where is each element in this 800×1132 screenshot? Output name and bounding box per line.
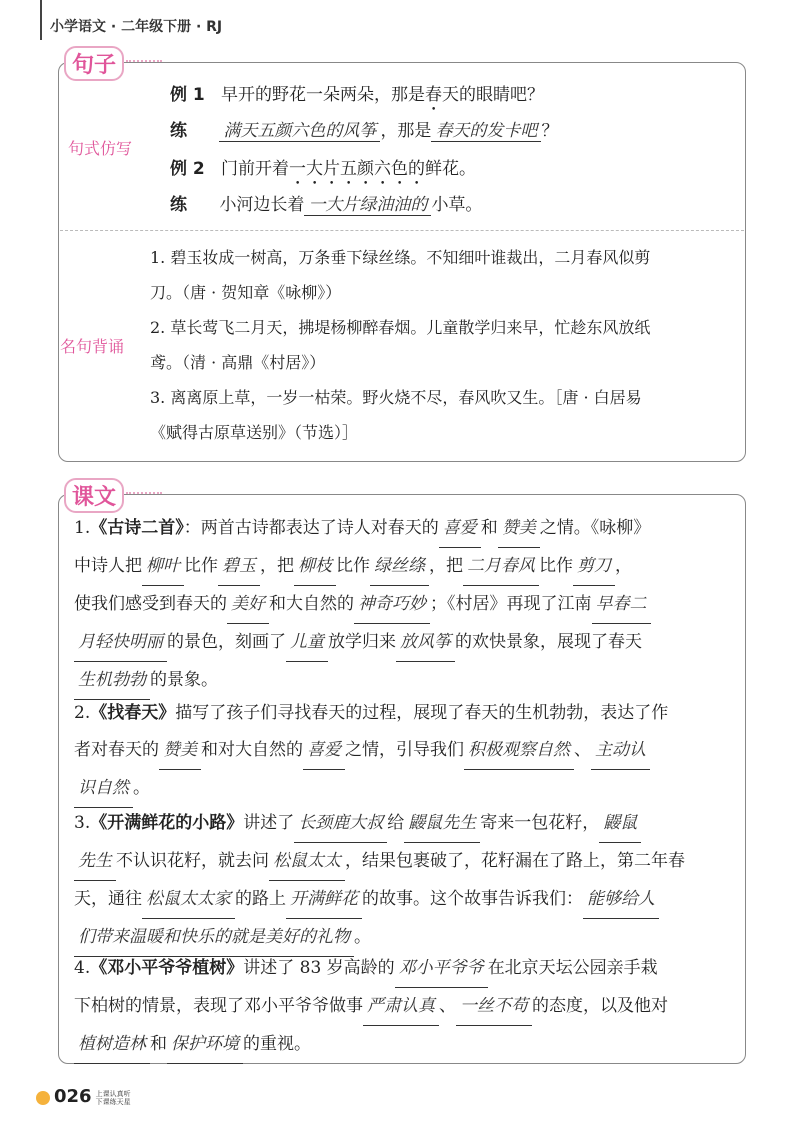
text-segment: ；《村居》再现了江南: [430, 594, 592, 614]
text-segment: 。: [354, 927, 371, 947]
practice-2-answer: 一大片绿油油的: [304, 190, 431, 216]
example-1-text: 早开的野花一朵两朵，那是: [220, 85, 425, 105]
text-segment: 和: [480, 518, 498, 538]
lesson-paragraph-1: [74, 510, 742, 700]
sentence-tag: [64, 46, 124, 81]
text-segment: 早春二: [592, 586, 651, 624]
imitation-label: 句式仿写: [68, 139, 133, 158]
star-badge-icon: [36, 1091, 50, 1105]
lesson-paragraph-2: [74, 695, 742, 808]
text-segment: 放风筝: [396, 624, 455, 662]
text-segment: 识自然: [74, 770, 133, 808]
text-segment: 开满鲜花: [286, 881, 362, 919]
sentence-tag-label: 句子: [72, 53, 117, 78]
footer-slogan: [96, 1090, 131, 1106]
text-segment: 严肃认真: [363, 988, 439, 1026]
lesson-title: 《古诗二首》: [90, 518, 184, 538]
poem-line: 2. 草长莺飞二月天，拂堤杨柳醉春烟。儿童散学归来早，忙趁东风放纸: [150, 318, 651, 337]
text-segment: 不认识花籽，就去问: [116, 851, 269, 871]
example-2-emphasis: 一大片五颜六色的: [288, 159, 425, 179]
text-segment: 给: [387, 813, 405, 833]
lesson-paragraph-4: [74, 950, 742, 1064]
lesson-tag-label: 课文: [72, 485, 117, 510]
text-segment: 鼹鼠先生: [404, 805, 480, 843]
text-segment: 3.: [74, 813, 91, 833]
example-1-emphasis: 春: [424, 85, 442, 105]
text-segment: 生机勃勃: [74, 662, 150, 700]
text-segment: 二月春风: [463, 548, 539, 586]
text-segment: 的欢快景象，展现了春天: [455, 632, 642, 652]
text-segment: 、: [439, 996, 456, 1016]
text-segment: 和对大自然的: [201, 740, 303, 760]
text-segment: 2.: [74, 703, 91, 723]
text-segment: 比作: [539, 556, 573, 576]
text-segment: 上课认真听: [95, 1089, 131, 1098]
text-segment: 赞美: [498, 510, 540, 548]
example-1: [170, 80, 544, 115]
example-2-lead: 例 2: [170, 159, 205, 179]
text-segment: ：两首古诗都表达了诗人对春天的: [183, 518, 439, 538]
text-segment: 在北京天坛公园亲手栽: [487, 958, 658, 978]
poem-line: 刀。（唐 · 贺知章《咏柳》）: [150, 283, 342, 302]
text-segment: 长颈鹿大叔: [294, 805, 387, 843]
practice-2-lead: 练: [170, 195, 187, 215]
example-1-lead: 例 1: [170, 85, 205, 105]
lesson-paragraph-3: [74, 805, 742, 957]
text-segment: 松鼠太太: [269, 843, 345, 881]
recitation-label: 名句背诵: [60, 337, 125, 356]
text-segment: 们带来温暖和快乐的就是美好的礼物: [74, 919, 354, 957]
page-header: 小学语文 · 二年级下册 · RJ: [50, 19, 223, 35]
text-segment: 松鼠太太家: [142, 881, 235, 919]
text-segment: 的景象。: [150, 670, 218, 690]
text-segment: 下课练天星: [95, 1097, 131, 1106]
text-segment: 1.: [74, 518, 91, 538]
page-number: 026: [54, 1086, 92, 1107]
text-segment: 比作: [336, 556, 370, 576]
margin-line: [40, 0, 42, 40]
text-segment: 和大自然的: [269, 594, 354, 614]
text-segment: 的重视。: [243, 1034, 311, 1054]
text-segment: 月轻快明丽: [74, 624, 167, 662]
poem-line: 《赋得古原草送别》（节选）］: [150, 423, 359, 442]
practice-1-answer-2: 春天的发卡吧: [431, 116, 541, 142]
text-segment: 者对春天的: [74, 740, 159, 760]
text-segment: 讲述了 83 岁高龄的: [243, 958, 395, 978]
text-segment: 放学归来: [328, 632, 396, 652]
lesson-title: 《找春天》: [90, 703, 176, 723]
text-segment: 使我们感受到春天的: [74, 594, 227, 614]
text-segment: 、: [574, 740, 591, 760]
example-2-text: 门前开着: [220, 159, 289, 179]
text-segment: 美好: [227, 586, 269, 624]
text-segment: 主动认: [591, 732, 650, 770]
practice-1-mid: ，那是: [380, 121, 432, 141]
poem-line: 3. 离离原上草，一岁一枯荣。野火烧不尽，春风吹又生。［唐 · 白居易: [150, 388, 642, 407]
lesson-title: 《邓小平爷爷植树》: [90, 958, 244, 978]
text-segment: 赞美: [159, 732, 201, 770]
text-segment: ，: [615, 556, 632, 576]
example-1-text-end: 天的眼睛吧？: [441, 85, 544, 105]
text-segment: 比作: [184, 556, 218, 576]
poem-list: [150, 240, 740, 450]
practice-1-end: ？: [541, 121, 559, 141]
practice-1-answer-1: 满天五颜六色的风筝: [219, 116, 380, 142]
text-segment: 柳叶: [142, 548, 184, 586]
text-segment: 讲述了: [243, 813, 295, 833]
text-segment: 喜爱: [439, 510, 481, 548]
text-segment: 积极观察自然: [464, 732, 574, 770]
practice-2-text-end: 小草。: [431, 195, 483, 215]
text-segment: 中诗人把: [74, 556, 142, 576]
text-segment: 的路上: [235, 889, 286, 909]
text-segment: 先生: [74, 843, 116, 881]
text-segment: 喜爱: [303, 732, 345, 770]
text-segment: 下柏树的情景，表现了邓小平爷爷做事: [74, 996, 363, 1016]
text-segment: 的景色，刻画了: [167, 632, 286, 652]
example-2-text-end: 鲜花。: [424, 159, 476, 179]
poem-line: 1. 碧玉妆成一树高，万条垂下绿丝绦。不知细叶谁裁出，二月春风似剪: [150, 248, 651, 267]
text-segment: 儿童: [286, 624, 328, 662]
text-segment: 保护环境: [167, 1026, 243, 1064]
text-segment: 之情。《咏柳》: [539, 518, 651, 538]
text-segment: 天，通往: [74, 889, 142, 909]
text-segment: 寄来一包花籽，: [480, 813, 600, 833]
text-segment: 能够给人: [583, 881, 659, 919]
text-segment: 绿丝绦: [370, 548, 429, 586]
text-segment: 碧玉: [218, 548, 260, 586]
text-segment: 描写了孩子们寻找春天的过程，展现了春天的生机勃勃，表达了作: [175, 703, 669, 723]
text-segment: 邓小平爷爷: [395, 950, 488, 988]
practice-2: [170, 190, 482, 216]
text-segment: 。: [133, 778, 150, 798]
lesson-tag: [64, 478, 124, 513]
section-divider: [60, 230, 744, 231]
text-segment: 剪刀: [573, 548, 615, 586]
example-2: [170, 154, 476, 189]
text-segment: 植树造林: [74, 1026, 150, 1064]
practice-2-text: 小河边长着: [219, 195, 305, 215]
text-segment: 和: [150, 1034, 167, 1054]
text-segment: ，把: [260, 556, 294, 576]
text-segment: 鼹鼠: [599, 805, 641, 843]
text-segment: 一丝不苟: [456, 988, 532, 1026]
practice-1: [170, 116, 558, 142]
poem-line: 鸢。（清 · 高鼎《村居》）: [150, 353, 326, 372]
text-segment: 4.: [74, 958, 91, 978]
text-segment: 神奇巧妙: [354, 586, 430, 624]
text-segment: ，结果包裹破了，花籽漏在了路上，第二年春: [345, 851, 685, 871]
text-segment: 的故事。这个故事告诉我们：: [362, 889, 583, 909]
text-segment: 之情，引导我们: [345, 740, 464, 760]
text-segment: 柳枝: [294, 548, 336, 586]
practice-1-lead: 练: [170, 121, 187, 141]
text-segment: 的态度，以及他对: [532, 996, 668, 1016]
text-segment: ，把: [429, 556, 463, 576]
lesson-title: 《开满鲜花的小路》: [90, 813, 244, 833]
page-footer: [36, 1086, 131, 1107]
